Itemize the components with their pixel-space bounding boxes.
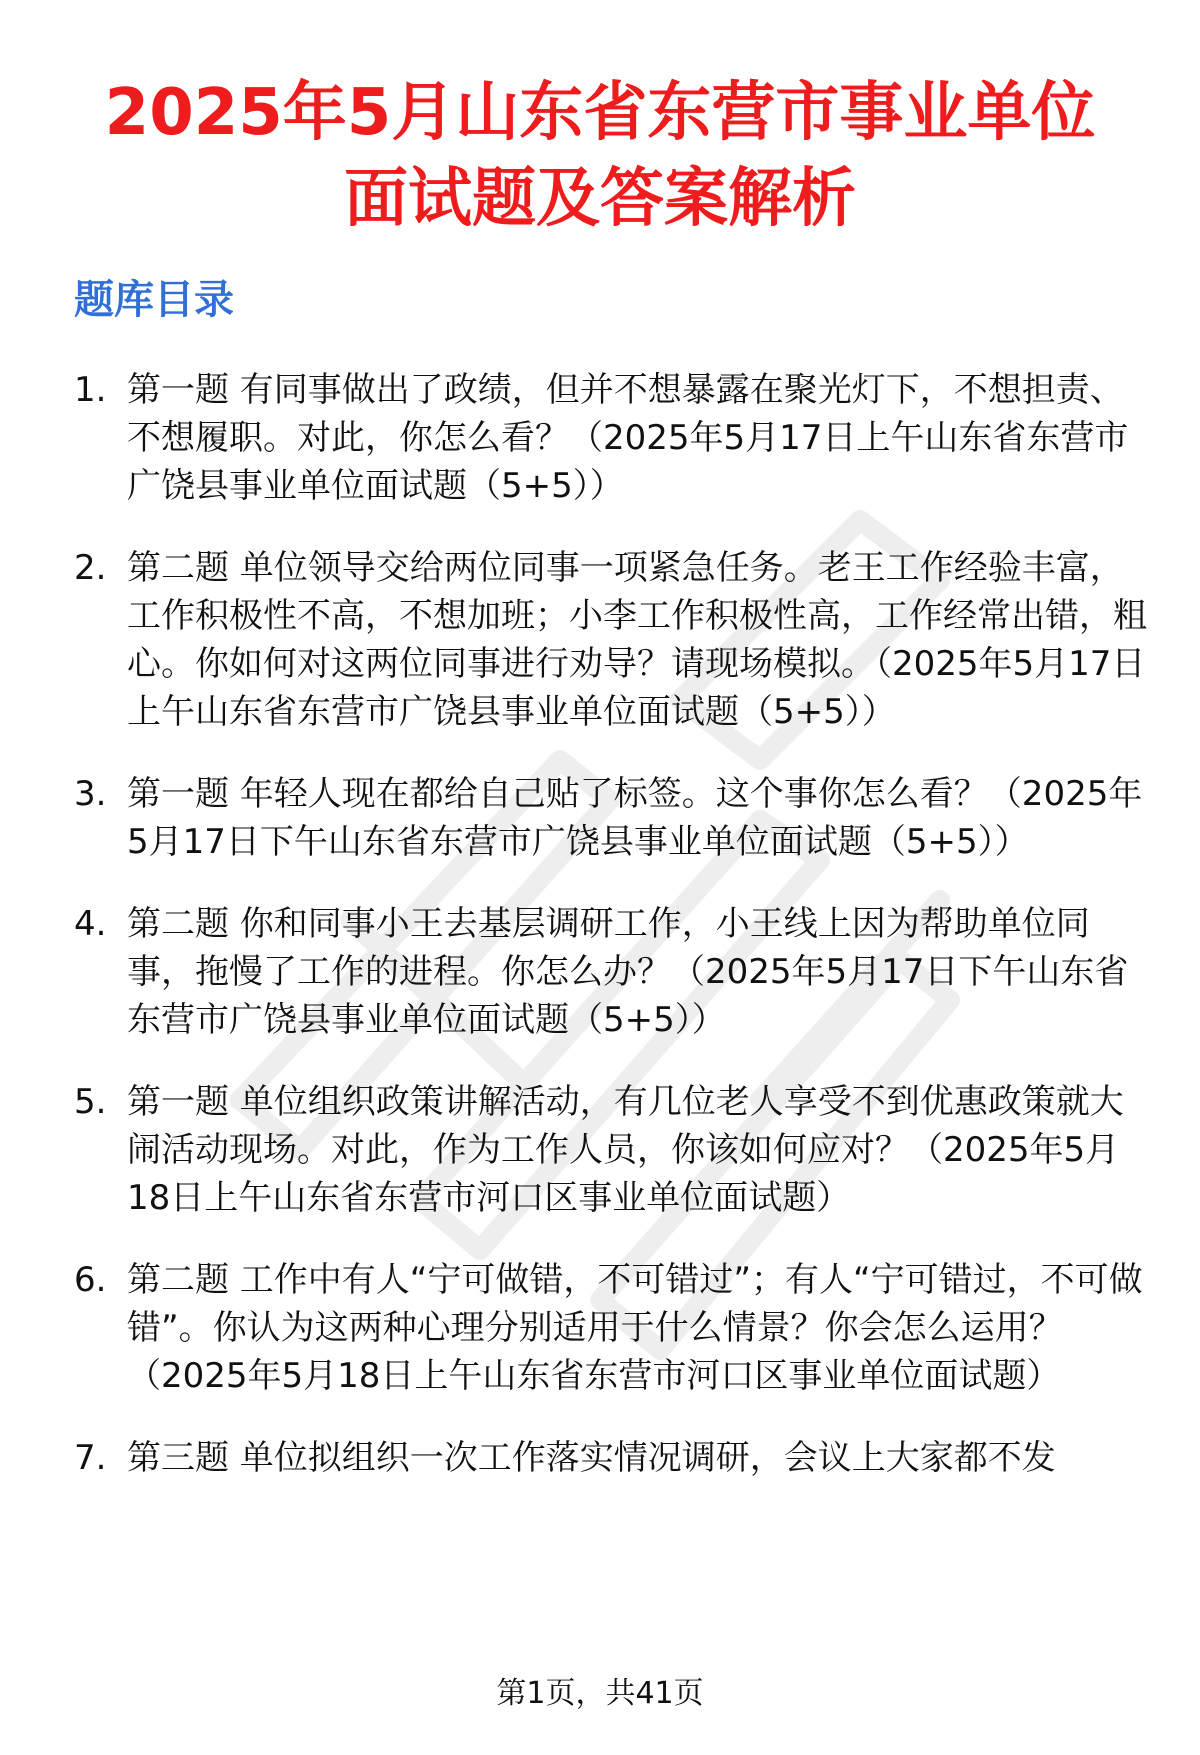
list-item xyxy=(74,366,1154,510)
list-item xyxy=(74,1078,1154,1222)
item-text: 第三题 单位拟组织一次工作落实情况调研，会议上大家都不发 xyxy=(127,1438,1056,1478)
item-number: 4. xyxy=(74,904,107,944)
item-number: 7. xyxy=(74,1438,107,1478)
list-item xyxy=(74,544,1154,736)
item-text: 第一题 单位组织政策讲解活动，有几位老人享受不到优惠政策就大闹活动现场。对此，作为工作人员，你该如何应对？（2025年5月18日上午山东省东营市河口区事业单位面试题） xyxy=(127,1082,1124,1218)
item-number: 5. xyxy=(74,1082,107,1122)
list-item xyxy=(74,1434,1154,1482)
title-line-2: 面试题及答案解析 xyxy=(344,162,856,236)
item-text: 第二题 你和同事小王去基层调研工作，小王线上因为帮助单位同事，拖慢了工作的进程。你怎么办？（2025年5月17日下午山东省东营市广饶县事业单位面试题（5+5）） xyxy=(127,904,1129,1040)
item-text: 第二题 单位领导交给两位同事一项紧急任务。老王工作经验丰富，工作积极性不高，不想加班；小李工作积极性高，工作经常出错，粗心。你如何对这两位同事进行劝导？请现场模拟。（2025年5月17日上午山东省东营市广饶县事业单位面试题（5+5）） xyxy=(127,548,1147,732)
page-footer: 第1页，共41页 xyxy=(496,1676,704,1711)
list-item xyxy=(74,1256,1154,1400)
section-title: 题库目录 xyxy=(74,277,234,323)
item-number: 1. xyxy=(74,370,107,410)
list-item xyxy=(74,900,1154,1044)
list-item xyxy=(74,770,1154,866)
item-number: 2. xyxy=(74,548,107,588)
title-line-1: 2025年5月山东省东营市事业单位 xyxy=(104,76,1096,150)
item-text: 第二题 工作中有人“宁可做错，不可错过”；有人“宁可错过，不可做错”。你认为这两种心理分别适用于什么情景？你会怎么运用？（2025年5月18日上午山东省东营市河口区事业单位面试题） xyxy=(127,1260,1143,1396)
item-number: 3. xyxy=(74,774,107,814)
item-text: 第一题 有同事做出了政绩，但并不想暴露在聚光灯下，不想担责、不想履职。对此，你怎么看？（2025年5月17日上午山东省东营市广饶县事业单位面试题（5+5）） xyxy=(127,370,1129,506)
document-title xyxy=(60,70,1140,242)
question-list xyxy=(74,366,1154,1516)
item-number: 6. xyxy=(74,1260,107,1300)
item-text: 第一题 年轻人现在都给自己贴了标签。这个事你怎么看？（2025年5月17日下午山东省东营市广饶县事业单位面试题（5+5）） xyxy=(127,774,1143,862)
